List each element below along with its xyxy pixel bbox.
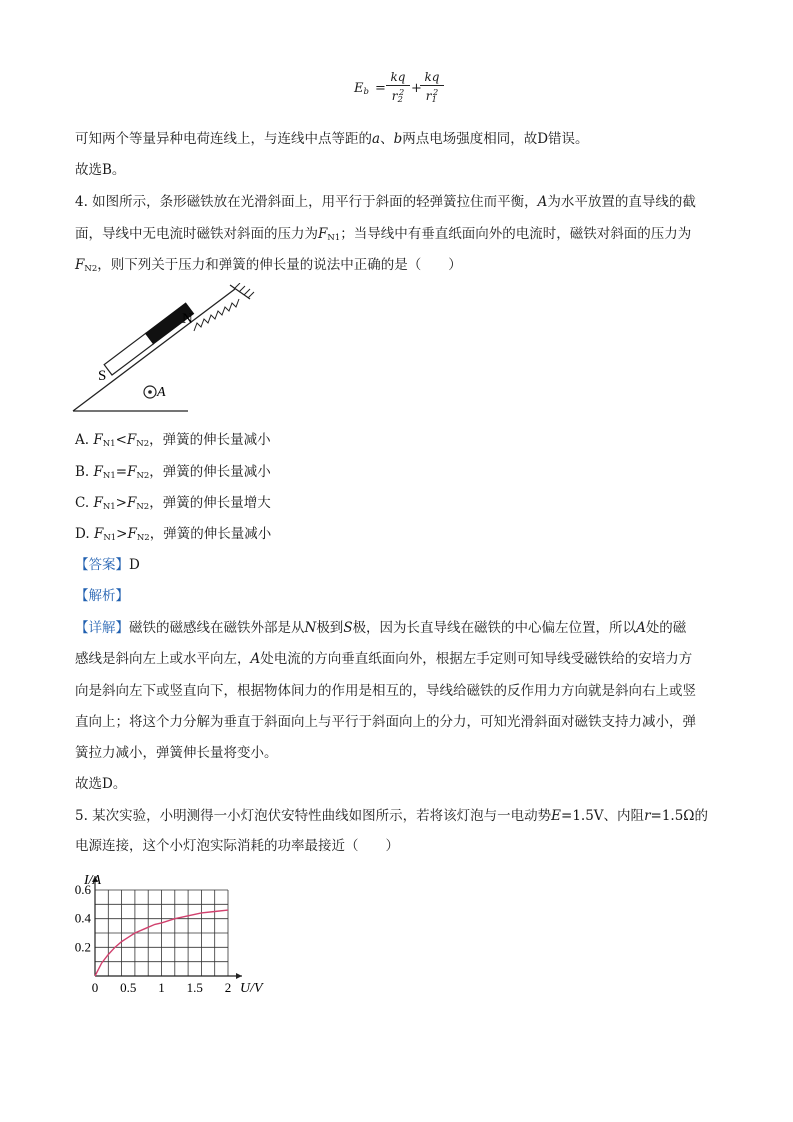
bar-magnet <box>104 303 193 375</box>
magnet-incline-figure <box>70 283 260 418</box>
iv-curve-chart <box>68 868 278 1000</box>
formula-plus: + <box>411 81 422 96</box>
q4-stem-line1: 4. 如图所示，条形磁铁放在光滑斜面上，用平行于斜面的轻弹簧拉住而平衡，A为水平放置的直导线的截 <box>75 194 696 210</box>
formula-fraction-1: $\frac{kq}{r_2^2}$ <box>386 70 410 108</box>
x-tick-label: 0 <box>91 980 99 995</box>
y-tick-label: 0.6 <box>74 882 91 897</box>
x-axis-arrow <box>236 973 242 979</box>
option-b[interactable]: B. $F_{N1}=F_{N2}$，弹簧的伸长量减小 <box>75 464 271 481</box>
chart-ticks <box>75 882 232 995</box>
answer-value: D <box>129 557 140 573</box>
formula-fraction-2: $\frac{kq}{r_1^2}$ <box>420 70 444 108</box>
detail-tag: 【详解】 <box>75 620 129 636</box>
q3-conclusion: 可知两个等量异种电荷连线上，与连线中点等距的a、b两点电场强度相同，故D错误。 <box>75 131 589 147</box>
label-n: N <box>182 311 193 327</box>
x-tick-label: 2 <box>224 980 232 995</box>
formula-lhs: $E_b$ <box>354 81 369 97</box>
detail-line-4: 直向上；将这个力分解为垂直于斜面向上与平行于斜面向上的分力，可知光滑斜面对磁铁支持力减小，弹 <box>75 714 696 730</box>
option-d[interactable]: D. $F_{N1}>F_{N2}$，弹簧的伸长量减小 <box>75 526 272 543</box>
detail-line-1: 【详解】磁铁的磁感线在磁铁外部是从N极到S极，因为长直导线在磁铁的中心偏左位置，所以A处的磁 <box>75 620 687 636</box>
q4-final: 故选D。 <box>75 776 127 792</box>
y-axis-label: I/A <box>84 873 102 888</box>
q5-stem-line2: 电源连接，这个小灯泡实际消耗的功率最接近（ ） <box>75 838 399 854</box>
q4-stem-line3: $F_{N2}$，则下列关于压力和弹簧的伸长量的说法中正确的是（ ） <box>75 257 462 274</box>
y-tick-label: 0.2 <box>74 939 91 955</box>
formula-eq: = <box>375 81 386 96</box>
formula-eb <box>354 68 464 114</box>
x-tick-label: 1 <box>158 980 165 995</box>
label-s: S <box>98 368 107 384</box>
x-tick-label: 0.5 <box>120 980 137 995</box>
x-axis-label: U/V <box>240 981 263 996</box>
q5-stem-line1: 5. 某次实验，小明测得一小灯泡伏安特性曲线如图所示，若将该灯泡与一电动势E=1.5V、内阻r=1.5Ω的 <box>75 808 709 824</box>
wire-a-dot <box>148 390 152 394</box>
answer-tag: 【答案】 <box>75 557 129 573</box>
x-tick-label: 1.5 <box>186 980 203 995</box>
option-c[interactable]: C. $F_{N1}>F_{N2}$，弹簧的伸长量增大 <box>75 495 271 512</box>
analysis-tag: 【解析】 <box>75 588 129 604</box>
answer-line <box>75 555 140 575</box>
label-a: A <box>157 385 166 400</box>
q3-answer: 故选B。 <box>75 162 126 178</box>
chart-axes <box>92 876 242 979</box>
chart-grid <box>95 890 228 976</box>
y-tick-label: 0.4 <box>74 910 91 926</box>
q4-stem-line2: 面，导线中无电流时磁铁对斜面的压力为$F_{N1}$；当导线中有垂直纸面向外的电流时，磁铁对斜面的压力为 <box>75 226 692 243</box>
detail-line-5: 簧拉力减小，弹簧伸长量将变小。 <box>75 745 278 761</box>
detail-line-2: 感线是斜向左上或水平向左，A处电流的方向垂直纸面向外，根据左手定则可知导线受磁铁给的安培力方 <box>75 651 693 667</box>
detail-line-3: 向是斜向左下或竖直向下，根据物体间力的作用是相互的，导线给磁铁的反作用力方向就是斜向右上或竖 <box>75 683 696 699</box>
option-a[interactable]: A. $F_{N1}<F_{N2}$，弹簧的伸长量减小 <box>75 432 271 449</box>
